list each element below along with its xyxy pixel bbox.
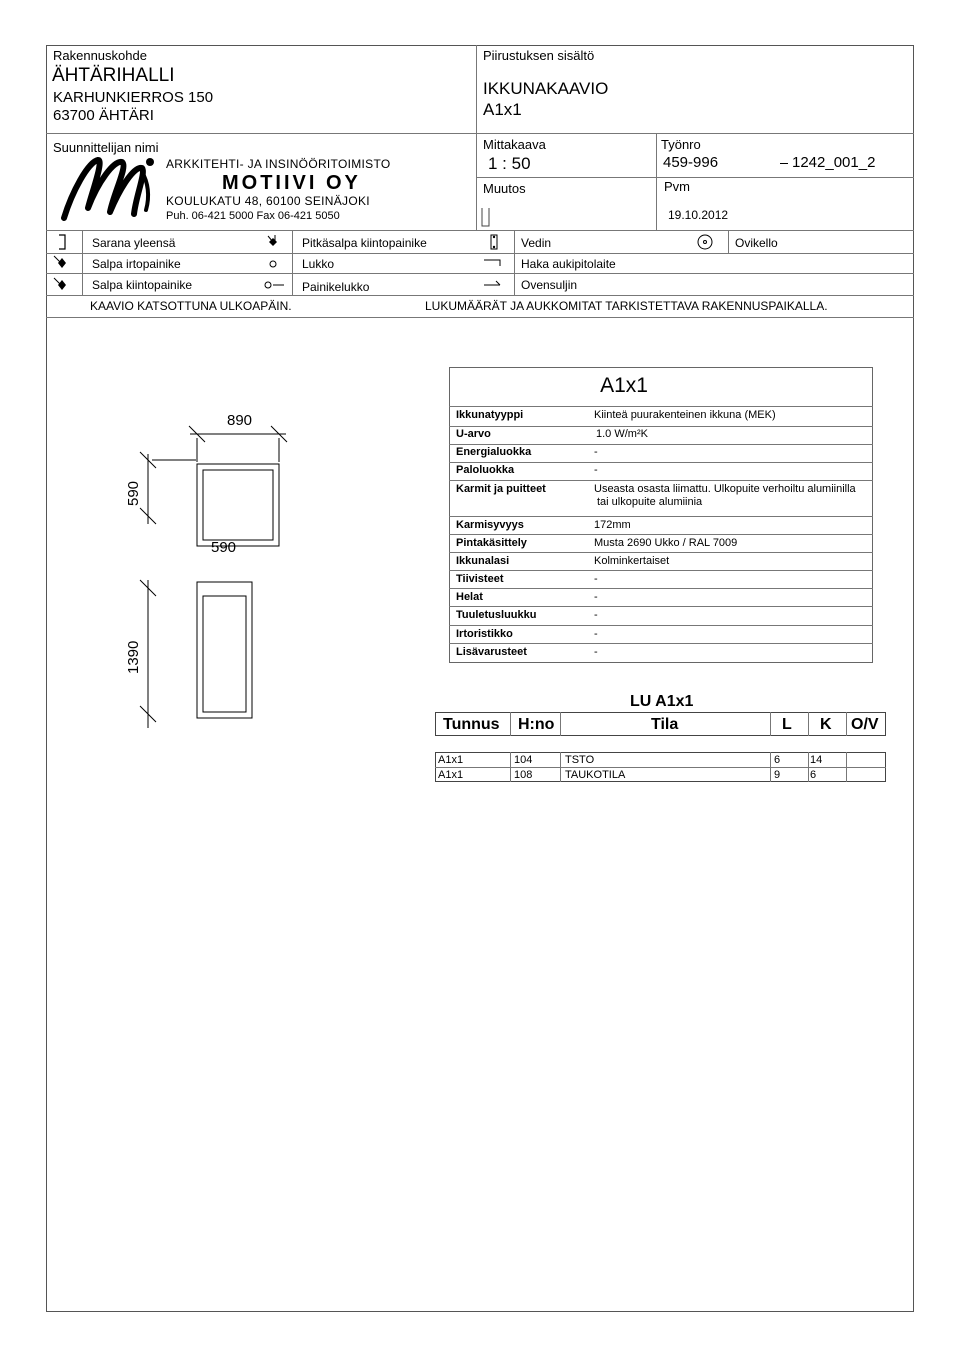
bottom-height-dimension: 1390: [125, 640, 142, 674]
content-label: Piirustuksen sisältö: [483, 48, 595, 63]
top-width-dimension: 890: [227, 412, 253, 429]
scale-label: Mittakaava: [483, 137, 546, 152]
lu-cell-tila: TAUKOTILA: [565, 769, 626, 781]
lu-header-hno: H:no: [518, 716, 555, 733]
lu-header-tila: Tila: [651, 716, 679, 733]
spec-value: -: [594, 573, 598, 585]
spec-label: Paloluokka: [456, 464, 515, 476]
spec-label: Karmisyvyys: [456, 519, 524, 531]
spec-value: -: [594, 464, 598, 476]
lock-icon: [265, 256, 281, 272]
top-window-frame: [197, 464, 279, 546]
top-window-glass: [203, 470, 273, 540]
company-name: MOTIIVI OY: [222, 172, 361, 194]
hinge-icon: [55, 233, 75, 251]
spec-label: Helat: [456, 591, 483, 603]
legend-label-hook: Haka aukipitolaite: [521, 257, 616, 271]
measure-note: LUKUMÄÄRÄT JA AUKKOMITAT TARKISTETTAVA RAKENNUSPAIKALLA.: [425, 299, 828, 313]
view-note: KAAVIO KATSOTTUNA ULKOAPÄIN.: [90, 299, 292, 313]
spec-label: Karmit ja puitteet: [456, 483, 546, 495]
spec-label: Tuuletusluukku: [456, 609, 537, 621]
doorbell-icon: [696, 233, 714, 251]
legend-label-hinge: Sarana yleensä: [92, 236, 176, 250]
drawing-number: 1242_001_2: [792, 154, 876, 171]
dash-mark: [780, 163, 788, 164]
spec-value-continued: tai ulkopuite alumiinia: [597, 496, 703, 508]
spec-label: Ikkunatyyppi: [456, 409, 524, 421]
bottom-window-frame: [197, 582, 252, 718]
spec-value: -: [594, 646, 598, 658]
date-label: Pvm: [664, 179, 690, 194]
long-latch-icon: [265, 233, 285, 251]
spec-title: A1x1: [600, 374, 648, 397]
latch-loose-icon: [52, 254, 72, 272]
spec-label: Ikkunalasi: [456, 555, 510, 567]
company-phone: Puh. 06-421 5000 Fax 06-421 5050: [166, 210, 340, 222]
project-address-line2: 63700 ÄHTÄRI: [53, 107, 154, 124]
spec-value: Useasta osasta liimattu. Ulkopuite verhoiltu alumiinilla: [594, 483, 856, 495]
spec-value: -: [594, 591, 598, 603]
spec-value: -: [594, 628, 598, 640]
change-label: Muutos: [483, 181, 526, 196]
designer-label: Suunnittelijan nimi: [53, 140, 159, 155]
lu-cell-l: 9: [774, 769, 781, 781]
door-closer-icon: [482, 277, 506, 291]
legend-label-handle-lock: Painikelukko: [302, 280, 370, 294]
job-number-value: 459-996: [663, 154, 719, 171]
top-height-dimension-box: [112, 480, 152, 508]
bottom-height-dimension-box: [112, 640, 152, 674]
lu-cell-tunnus: A1x1: [438, 754, 464, 766]
revision-mark-icon: [480, 206, 492, 230]
drawing-title: IKKUNAKAAVIO: [483, 79, 609, 98]
project-address-line1: KARHUNKIERROS 150: [53, 89, 214, 106]
lu-table-title: LU A1x1: [630, 693, 694, 710]
spec-label: Tiivisteet: [456, 573, 504, 585]
spec-value: 1.0 W/m²K: [596, 428, 648, 440]
spec-label: Irtoristikko: [456, 628, 513, 640]
lu-cell-hno: 108: [514, 769, 533, 781]
project-label: Rakennuskohde: [53, 48, 147, 63]
spec-label: Pintakäsittely: [456, 537, 527, 549]
lu-cell-hno: 104: [514, 754, 533, 766]
legend-label-latch-loose: Salpa irtopainike: [92, 257, 181, 271]
spec-value: Kolminkertaiset: [594, 555, 670, 567]
company-address: KOULUKATU 48, 60100 SEINÄJOKI: [166, 194, 370, 208]
project-name: ÄHTÄRIHALLI: [52, 65, 175, 86]
drawing-code: A1x1: [483, 100, 522, 119]
spec-label: Energialuokka: [456, 446, 532, 458]
lu-cell-tila: TSTO: [565, 754, 595, 766]
legend-label-latch-fixed: Salpa kiintopainike: [92, 278, 193, 292]
spec-label: Lisävarusteet: [456, 646, 527, 658]
pull-handle-icon: [487, 232, 503, 252]
bottom-window-glass: [203, 596, 246, 712]
lu-cell-k: 6: [810, 769, 817, 781]
legend-label-door-closer: Ovensuljin: [521, 278, 578, 292]
legend-label-long-latch: Pitkäsalpa kiintopainike: [302, 236, 427, 250]
legend-label-doorbell: Ovikello: [735, 236, 778, 250]
legend-label-pull-handle: Vedin: [521, 236, 552, 250]
spec-value: 172mm: [594, 519, 631, 531]
lu-header-k: K: [820, 716, 832, 733]
latch-fixed-icon: [52, 276, 72, 294]
job-number-label: Työnro: [661, 137, 701, 152]
spec-value: Musta 2690 Ukko / RAL 7009: [594, 537, 738, 549]
top-height-dimension: 590: [125, 480, 142, 506]
handle-lock-icon: [262, 278, 288, 292]
lu-cell-l: 6: [774, 754, 781, 766]
lu-cell-tunnus: A1x1: [438, 769, 464, 781]
bottom-width-dimension: 590: [211, 539, 237, 556]
motiivi-logo-icon: [58, 152, 158, 224]
scale-value: 1 : 50: [488, 154, 531, 173]
date-value: 19.10.2012: [668, 208, 729, 222]
lu-cell-k: 14: [810, 754, 823, 766]
lu-header-tunnus: Tunnus: [443, 716, 500, 733]
legend-label-lock: Lukko: [302, 257, 335, 271]
window-elevation-drawing: [100, 400, 320, 740]
hook-icon: [482, 256, 504, 270]
company-line1: ARKKITEHTI- JA INSINÖÖRITOIMISTO: [166, 157, 391, 171]
lu-header-l: L: [782, 716, 792, 733]
spec-value: -: [594, 446, 598, 458]
spec-label: U-arvo: [456, 428, 491, 440]
spec-value: -: [594, 609, 598, 621]
lu-header-ov: O/V: [851, 716, 879, 733]
spec-value: Kiinteä puurakenteinen ikkuna (MEK): [594, 409, 776, 421]
